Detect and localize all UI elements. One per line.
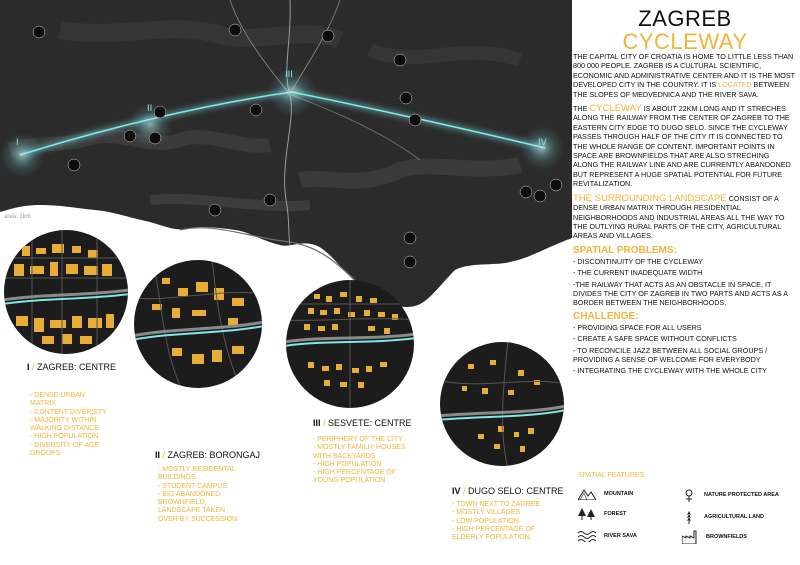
feature-label: RIVER SAVA — [604, 533, 637, 539]
feature-river — [578, 530, 637, 542]
list-item: - BIG ABANDONED — [158, 490, 221, 498]
list-item: - STUDENT CAMPUS — [158, 482, 228, 490]
list-item: - CREATE A SAFE SPACE WITHOUT CONFLICTS — [573, 334, 737, 344]
list-item: - MOSTLY RESIDENTAL — [158, 466, 236, 473]
list-item: - TOWN NEXT TO ZAGREB — [452, 501, 541, 508]
marker-roman-3: III — [285, 70, 293, 80]
list-item: MATRIX — [30, 400, 56, 408]
list-item: - DENSE URBAN — [30, 392, 85, 399]
feature-agricultural — [682, 510, 764, 524]
cycleway-highlight: CYCLEWAY — [589, 103, 642, 115]
zone-1-title — [27, 362, 116, 372]
brownfield-icon — [682, 530, 698, 544]
cycleway-paragraph — [573, 104, 795, 189]
forest-icon — [578, 508, 596, 520]
list-item: GROUPS — [30, 450, 61, 458]
zone-4-title — [452, 486, 564, 496]
list-item: - CONTENT DIVERSITY — [30, 408, 107, 416]
list-item: - HIGH POPULATION — [30, 433, 99, 441]
list-item: WITH BACKYARDS — [313, 452, 376, 460]
zone-4-separator: / — [460, 486, 469, 496]
marker-roman-4: IV — [538, 138, 547, 148]
river-icon — [578, 530, 596, 542]
zone-1-number: I — [27, 362, 30, 372]
problems-heading: SPATIAL PROBLEMS: — [573, 244, 677, 256]
feature-forest — [578, 508, 626, 520]
list-item: - PERIPHERY OF THE CITY — [313, 436, 403, 443]
page-title: ZAGREB — [638, 6, 732, 31]
list-item: - MOSTLY FAMILIY HOUSES — [313, 444, 406, 452]
cycleway-text: IS ABOUT 22KM LONG AND IT STRECHES ALONG THE RAILWAY FROM THE CENTER OF ZAGREB TO THE EASTERN CITY EDGE TO DUGO SELO. SINCE THE CYCLEWAY PASSES THROUGH HALF OF THE CITY IT IS CONNECTED TO THE WHOLE RANGE OF CONTENT. IMPORTANT POINTS IN SPACE ARE BROWNFIELDS THAT ARE ALSO STRECHING ALONG THE RAILWAY LINE AND ARE CURRENTLY ABANDONED BUT REPRESENT A HUGE SPATIAL POTENTIAL FOR FUTURE REVITALIZATION. — [573, 104, 791, 189]
zone-2-title — [155, 450, 260, 460]
zone-2-number: II — [155, 450, 161, 460]
zone-1-separator: / — [29, 362, 38, 372]
nature-protected-icon — [682, 488, 696, 502]
list-item: - DISCONTINUITY OF THE CYCLEWAY — [573, 256, 703, 266]
agricultural-icon — [682, 510, 696, 524]
list-item: YOUNG POPULATION — [313, 477, 386, 485]
feature-nature-protected — [682, 488, 779, 502]
landscape-paragraph — [573, 194, 795, 241]
intro-text-a: THE CAPITAL CITY OF CROATIA IS HOME TO LITTLE LESS THAN 800 000 PEOPLE. ZAGREB IS A CULTURAL SCIENTIFIC, ECONOMIC AND ADMINISTRATIVE CENTER AND IT IS THE MOST DEVELOPED CITY IN THE COUNTRY. IT IS — [573, 52, 795, 90]
feature-label: AGRICULTURAL LAND — [704, 514, 764, 520]
list-item: - HIGH PERCENTAGE OF — [452, 525, 536, 533]
zone-2-separator: / — [160, 450, 168, 460]
feature-label: MOUNTAIN — [604, 491, 634, 497]
description-column — [573, 52, 795, 378]
intro-highlight: LOCATED — [718, 80, 752, 90]
list-item: - INTEGRATING THE CYCLEWAY WITH THE WHOLE CITY — [573, 366, 767, 376]
list-item: ELDERLY POPULATION — [452, 534, 530, 542]
zone-2-name: ZAGREB: BORONGAJ — [167, 450, 261, 460]
list-item: WALKING DISTANCE — [30, 425, 99, 433]
title-block — [572, 8, 798, 54]
features-title: SPATIAL FEATURES — [578, 472, 645, 479]
challenge-heading: CHALLENGE: — [573, 310, 639, 322]
zone-3-name: SESVETE: CENTRE — [328, 418, 412, 428]
zone-4-number: IV — [452, 486, 461, 496]
marker-roman-2: II — [147, 104, 153, 114]
zone-1-name: ZAGREB: CENTRE — [37, 362, 117, 372]
marker-roman-1: I — [16, 138, 19, 148]
feature-label: BROWNFIELDS — [706, 534, 747, 540]
page-subtitle: CYCLEWAY — [622, 29, 748, 54]
list-item: - TO RECONCILE JAZZ BETWEEN ALL SOCIAL GROUPS / PROVIDING A SENSE OF WELCOME FOR EVERYBODY — [573, 345, 768, 364]
list-item: - THE CURRENT INADEQUATE WIDTH — [573, 268, 703, 278]
list-item: LANDSCAPE TAKEN — [158, 507, 226, 515]
list-item: - MAJORITY WITHIN — [30, 416, 97, 424]
list-item: - DIVERSITY OF AGE — [30, 441, 100, 449]
list-item: BUILDINGS — [158, 474, 196, 482]
zone-2-list — [158, 466, 237, 524]
list-item: - HIGH PERCENTAGE OF — [313, 469, 397, 477]
feature-label: NATURE PROTECTED AREA — [704, 492, 779, 498]
cycleway-text-pre: THE — [573, 104, 590, 114]
mountain-icon — [578, 488, 596, 500]
feature-label: FOREST — [604, 511, 627, 517]
zone-4-list — [452, 501, 540, 542]
intro-paragraph — [573, 52, 795, 99]
landscape-highlight: THE SURROUNDING LANDSCAPE — [573, 192, 727, 204]
list-item: - HIGH POPULATION — [313, 460, 382, 468]
list-item: - MOSTLY VILLAGES — [452, 509, 521, 517]
zone-1-list — [30, 392, 107, 458]
zone-3-separator: / — [320, 418, 329, 428]
list-item: OVER BY SUCCESSION — [158, 515, 238, 523]
zone-4-name: DUGO SELO: CENTRE — [468, 486, 564, 496]
intro-text-b: BETWEEN THE SLOPES OF MEDVEDNICA AND THE RIVER SAVA. — [573, 80, 790, 99]
list-item: BROWNFIELD, — [158, 499, 207, 507]
feature-mountain — [578, 488, 633, 500]
detail-circle-zone-4 — [438, 340, 566, 468]
detail-circle-zone-1 — [2, 228, 130, 356]
detail-circle-zone-3 — [284, 278, 416, 410]
feature-brownfields — [682, 530, 747, 544]
zone-3-list — [313, 436, 406, 486]
list-item: - LOW POPULATION — [452, 517, 519, 525]
map-scale-label: area: 1km — [4, 214, 31, 220]
list-item: - PROVIDING SPACE FOR ALL USERS — [573, 322, 702, 332]
list-item: -THE RAILWAY THAT ACTS AS AN OBSTACLE IN SPACE, IT DIVIDES THE CITY OF ZAGREB IN TWO PARTS AND ACTS AS A BORDER BETWEEN THE NEIGHBORHOODS. — [573, 279, 788, 308]
detail-circle-zone-2 — [132, 258, 264, 390]
zone-3-title — [313, 418, 412, 428]
zone-3-number: III — [313, 418, 321, 428]
landscape-text: CONSIST OF A DENSE URBAN MATRIX THROUGH RESIDENTIAL NEIGHBORHOODS AND INDUSTRIAL AREAS ALL THE WAY TO THE OUTLYING RURAL PARTS OF THE CITY, AGRICULTURAL AREAS AND VILLAGES. — [573, 193, 785, 241]
